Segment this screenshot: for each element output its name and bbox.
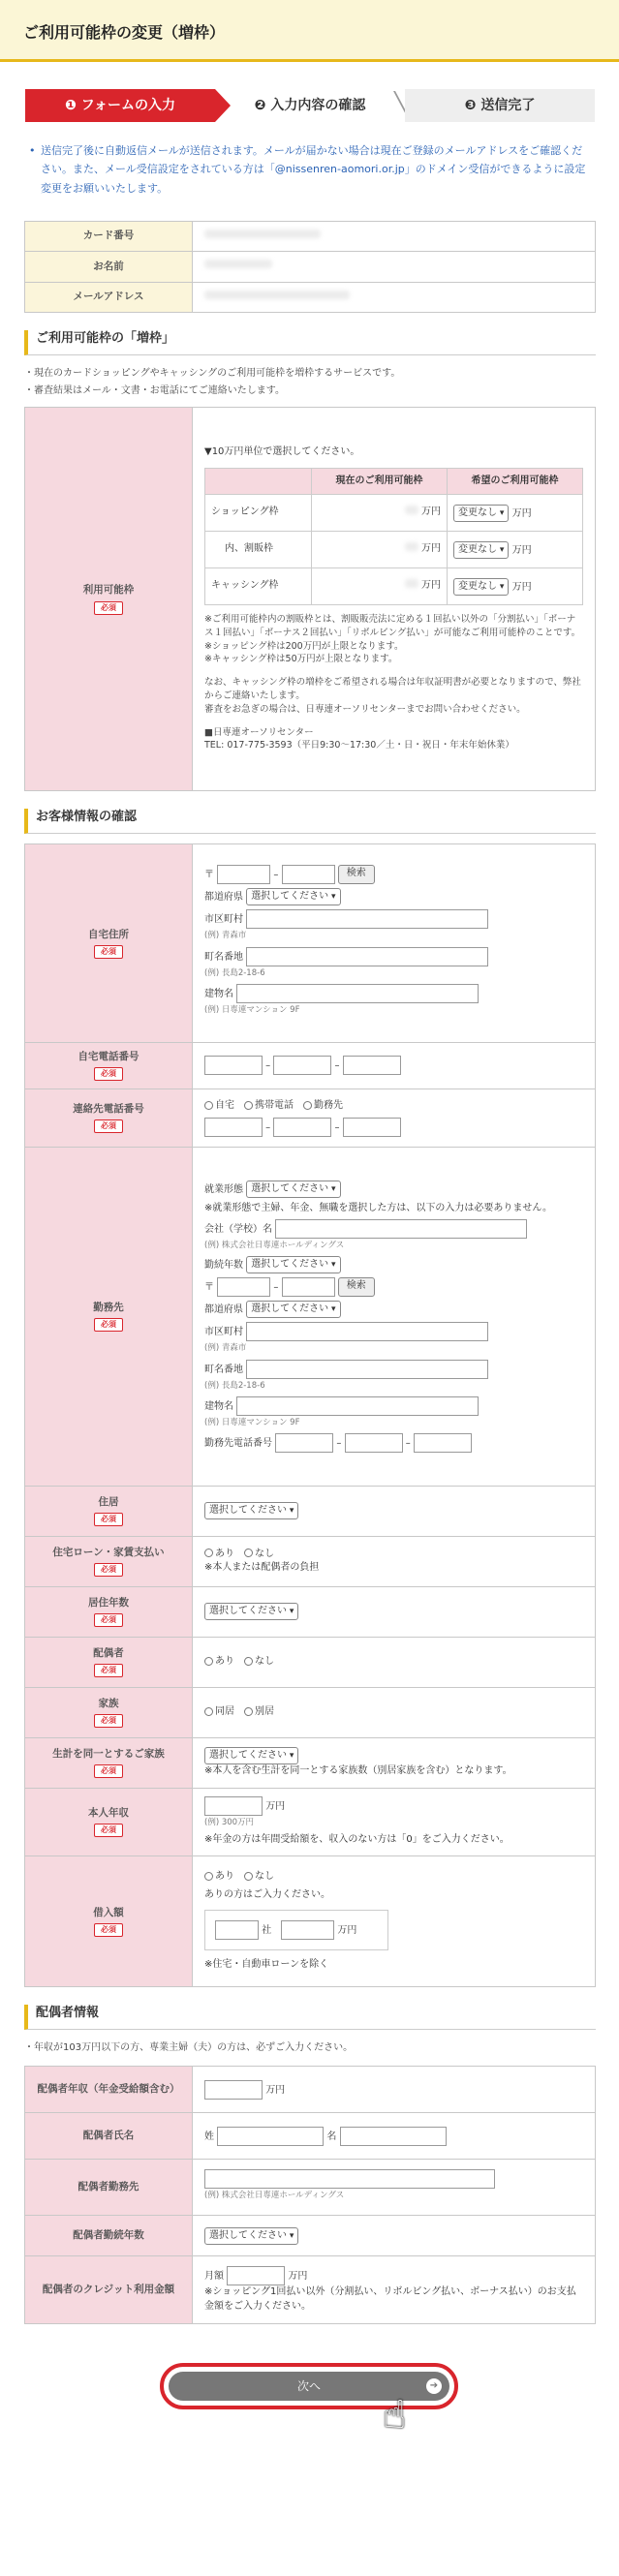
- employment-type-select[interactable]: 選択してください ▾: [246, 1181, 340, 1198]
- loan-no-radio[interactable]: [244, 1549, 253, 1557]
- zip-search-button[interactable]: 検索: [338, 865, 375, 884]
- account-table: [24, 221, 596, 314]
- required-badge: 必須: [94, 1664, 123, 1677]
- work-town-input[interactable]: [246, 1360, 488, 1379]
- spouse-yes-radio[interactable]: [204, 1657, 213, 1666]
- section-increase-notes: ・現在のカードショッピングやキャッシングのご利用可能枠を増枠するサービスです。 ・審査結果はメール・文書・お電話にてご連絡いたします。: [24, 368, 401, 396]
- step-confirm: ❷ 入力内容の確認: [215, 89, 405, 122]
- spouse-work-input[interactable]: [204, 2169, 495, 2189]
- next-button-highlight: [160, 2363, 458, 2409]
- family-separate-radio[interactable]: [244, 1707, 253, 1716]
- contact-tel-input-1[interactable]: [204, 1118, 263, 1137]
- work-tel-input-2[interactable]: [345, 1433, 403, 1453]
- debt-count-input[interactable]: [215, 1920, 259, 1940]
- notice-item: • 送信完了後に自動返信メールが送信されます。メールが届かない場合は現在ご登録のメールアドレスをご確認ください。また、メール受信設定をされている方は「@nissenren-aomori.or.jp」のドメイン受信ができるように設定変更をお願いいたします。: [29, 141, 591, 198]
- limit-table: 利用可能枠 必須 ▼10万円単位で選択してください。 現在のご利用可能枠 希望のご利用可能枠 ショッピング枠 万円 変更なし ▾ 万円 内、割販枠 万円 変更なし ▾ 万円 キャッシング枠 万円 変更なし ▾ 万円 ※ご利用可能枠内の割販枠とは、割販販売法に定める１回払い以外の「分割払い」「ボーナス１回払い」「ボーナス２回払い」「リボルビング払い」が可能なご利用可能枠のことです。 ※ショッピング枠は200万円が上限となります。 ※キャッシング枠は50万円が上限となります。 なお、キャッシング枠の増枠をご希望される場合は年収証明書が必要となりますので、弊社からご連絡いたします。 審査をお急ぎの場合は、日専連オーソリセンターまでお問い合わせください。 ■日専連オーソリセンター TEL: 017-775-3593（平日9:30〜17:30／土・日・祝日・年末年始休業）: [24, 407, 596, 791]
- work-tel-input-3[interactable]: [414, 1433, 472, 1453]
- email-label: メールアドレス: [25, 282, 193, 313]
- required-badge: 必須: [94, 1824, 123, 1837]
- household-select[interactable]: 選択してください ▾: [204, 1747, 298, 1764]
- spouse-credit-input[interactable]: [227, 2266, 285, 2285]
- work-zip-input-2[interactable]: [282, 1277, 335, 1297]
- home-tel-input-2[interactable]: [273, 1056, 331, 1075]
- required-badge: 必須: [94, 1318, 123, 1332]
- work-tel-input-1[interactable]: [275, 1433, 333, 1453]
- limit-label: 利用可能枠 必須: [25, 408, 193, 791]
- building-input[interactable]: [236, 984, 479, 1003]
- prefecture-select[interactable]: 選択してください ▾: [246, 888, 340, 905]
- card-number-label: カード番号: [25, 221, 193, 252]
- required-badge: 必須: [94, 1714, 123, 1728]
- loan-yes-radio[interactable]: [204, 1549, 213, 1557]
- page-header: [0, 0, 619, 62]
- progress-steps: [25, 89, 595, 122]
- contact-mobile-radio[interactable]: [244, 1101, 253, 1110]
- section-increase-title: ご利用可能枠の「増枠」: [24, 330, 596, 355]
- work-zip-search-button[interactable]: 検索: [338, 1277, 375, 1297]
- spouse-sei-input[interactable]: [217, 2127, 324, 2146]
- required-badge: 必須: [94, 1764, 123, 1778]
- work-prefecture-select[interactable]: 選択してください ▾: [246, 1301, 340, 1318]
- arrow-right-icon: ➔: [426, 2378, 442, 2394]
- limit-inner-table: 現在のご利用可能枠 希望のご利用可能枠 ショッピング枠 万円 変更なし ▾ 万円 内、割販枠 万円 変更なし ▾ 万円 キャッシング枠 万円 変更なし ▾ 万円: [204, 468, 583, 606]
- city-input[interactable]: [246, 909, 488, 929]
- next-button[interactable]: 次へ ➔: [169, 2372, 449, 2401]
- town-input[interactable]: [246, 947, 488, 966]
- zip-input-1[interactable]: [217, 865, 270, 884]
- section-customer-title: お客様情報の確認: [24, 809, 596, 834]
- income-input[interactable]: [204, 1796, 263, 1816]
- required-badge: 必須: [94, 1067, 123, 1081]
- spouse-years-select[interactable]: 選択してください ▾: [204, 2227, 298, 2245]
- cashing-limit-select[interactable]: 変更なし ▾: [453, 578, 509, 596]
- spouse-income-input[interactable]: [204, 2080, 263, 2100]
- section-spouse-title: 配偶者情報: [24, 2005, 596, 2030]
- work-years-select[interactable]: 選択してください ▾: [246, 1256, 340, 1273]
- work-building-input[interactable]: [236, 1396, 479, 1416]
- contact-home-radio[interactable]: [204, 1101, 213, 1110]
- work-city-input[interactable]: [246, 1322, 488, 1341]
- contact-tel-input-3[interactable]: [343, 1118, 401, 1137]
- home-tel-input-3[interactable]: [343, 1056, 401, 1075]
- housing-select[interactable]: 選択してください ▾: [204, 1502, 298, 1519]
- page-title: ご利用可能枠の変更（増枠）: [23, 23, 226, 42]
- work-zip-input-1[interactable]: [217, 1277, 270, 1297]
- company-input[interactable]: [275, 1219, 527, 1239]
- debt-no-radio[interactable]: [244, 1872, 253, 1881]
- spouse-mei-input[interactable]: [340, 2127, 447, 2146]
- required-badge: 必須: [94, 945, 123, 959]
- customer-table: 自宅住所 必須 〒 – 検索 都道府県 選択してください ▾ 市区町村 (例) 青森市 町名番地 (例) 長島2-18-6 建物名 (例) 日専連マンション 9F 自宅電話番号 必須 – – 連絡先電話番号 必須 自宅 携帯電話 勤務先 – – 勤務先 必須 就業形態 選択してください ▾ ※就業形態で主婦、年金、無職を選択した方は、以下の入力は必要ありません。 会社（学校）名 (例) 株式会社日専連ホールディングス 勤続年数 選択してください ▾ 〒 – 検索 都道府県 選択してください ▾ 市区町村 (例) 青森市 町名番地 (例) 長島2-18-6 建物名 (例) 日専連マンション 9F 勤務先電話番号 – – 住居 必須 選択してください ▾ 住宅ローン・家賃支払い 必須 あり なし ※本人または配偶者の負担 居住年数 必須 選択してください ▾ 配偶者 必須 あり なし 家族 必須 同居 別居 生計を同一とするご家族 必須 選択してください ▾ ※本人を含む生計を同一とする家族数（別居家族を含む）となります。 本人年収 必須 万円 (例) 300万円 ※年金の方は年間受給額を、収入のない方は「0」をご入力ください。 借入額 必須 あり なし ありの方はご入力ください。 社 万円 ※住宅・自動車ローンを除く: [24, 843, 596, 1987]
- required-badge: 必須: [94, 1563, 123, 1577]
- limit-notes: ※ご利用可能枠内の割販枠とは、割販販売法に定める１回払い以外の「分割払い」「ボーナス１回払い」「ボーナス２回払い」「リボルビング払い」が可能なご利用可能枠のことです。 ※ショッピング枠は200万円が上限となります。 ※キャッシング枠は50万円が上限となります。 なお、キャッシング枠の増枠をご希望される場合は年収証明書が必要となりますので、弊社からご連絡いたします。 審査をお急ぎの場合は、日専連オーソリセンターまでお問い合わせください。 ■日専連オーソリセンター TEL: 017-775-3593（平日9:30〜17:30／土・日・祝日・年末年始休業）: [204, 614, 581, 751]
- residence-years-select[interactable]: 選択してください ▾: [204, 1603, 298, 1620]
- contact-work-radio[interactable]: [303, 1101, 312, 1110]
- pointer-hand-icon: ☝: [383, 2393, 407, 2438]
- step-complete: ❸ 送信完了: [405, 89, 595, 122]
- name-label: お名前: [25, 252, 193, 283]
- notice-list: [29, 141, 591, 198]
- zip-input-2[interactable]: [282, 865, 335, 884]
- required-badge: 必須: [94, 1613, 123, 1627]
- required-badge: 必須: [94, 1513, 123, 1526]
- required-badge: 必須: [94, 601, 123, 615]
- spouse-table: 配偶者年収（年金受給額含む） 万円 配偶者氏名 姓 名 配偶者勤務先 (例) 株式会社日専連ホールディングス 配偶者勤続年数 選択してください ▾ 配偶者のクレジット利用金額 月額 万円 ※ショッピング1回払い以外（分割払い、リボルビング払い、ボーナス払い）のお支払金額をご入力ください。: [24, 2066, 596, 2324]
- required-badge: 必須: [94, 1119, 123, 1133]
- debt-amount-input[interactable]: [281, 1920, 334, 1940]
- step-form-input: ❶ フォームの入力: [25, 89, 215, 122]
- contact-tel-input-2[interactable]: [273, 1118, 331, 1137]
- required-badge: 必須: [94, 1923, 123, 1937]
- shopping-limit-select[interactable]: 変更なし ▾: [453, 505, 509, 522]
- family-together-radio[interactable]: [204, 1707, 213, 1716]
- debt-yes-radio[interactable]: [204, 1872, 213, 1881]
- installment-limit-select[interactable]: 変更なし ▾: [453, 541, 509, 559]
- spouse-no-radio[interactable]: [244, 1657, 253, 1666]
- home-tel-input-1[interactable]: [204, 1056, 263, 1075]
